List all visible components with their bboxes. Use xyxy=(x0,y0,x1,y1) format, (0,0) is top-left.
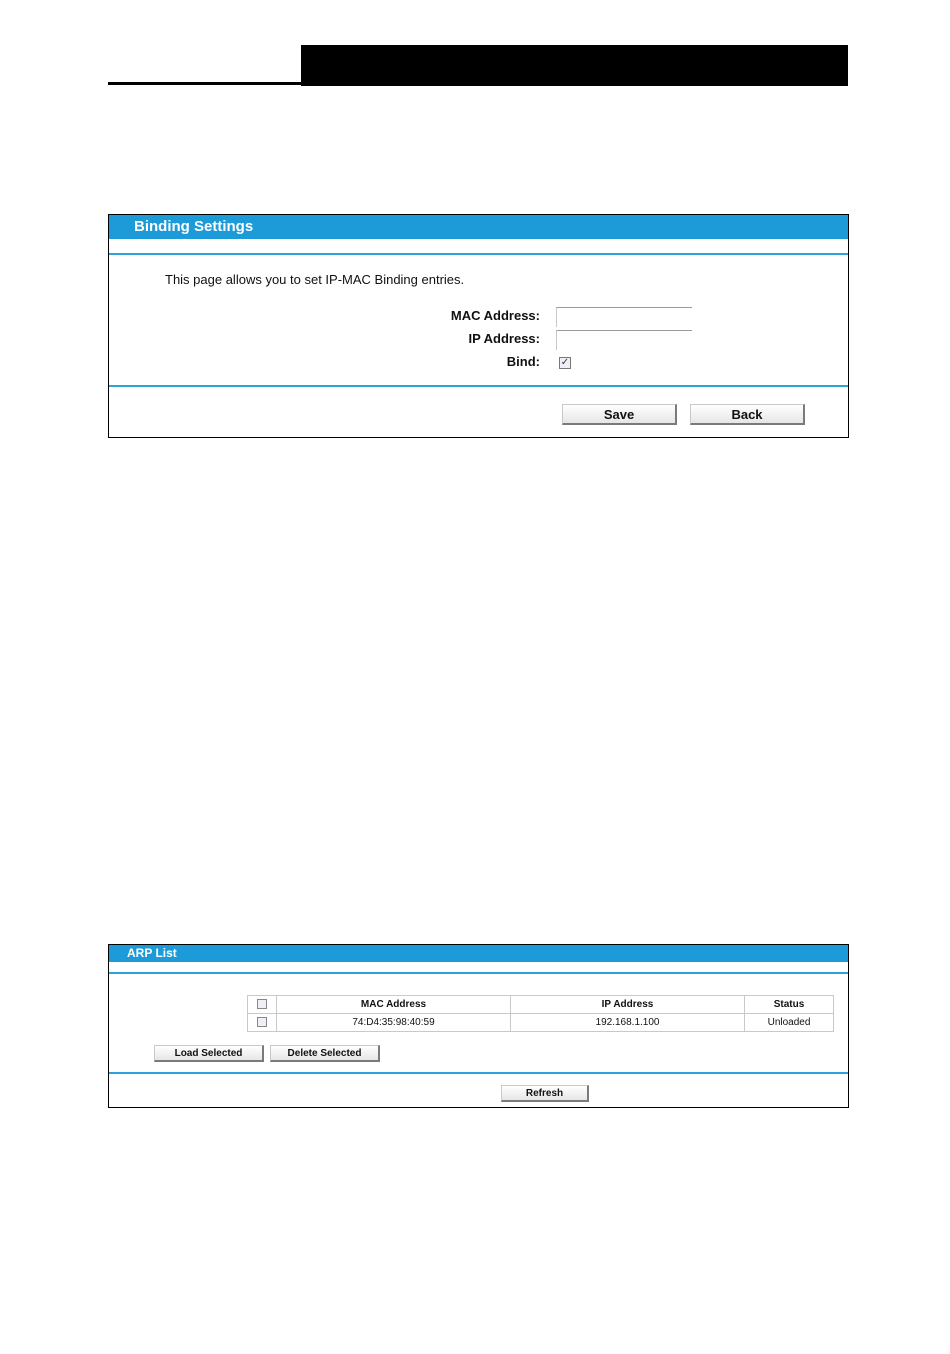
ip-address-label: IP Address: xyxy=(468,331,540,346)
save-button[interactable]: Save xyxy=(562,404,677,425)
column-header-status: Status xyxy=(745,996,834,1014)
page-header-bar xyxy=(301,45,848,86)
select-all-checkbox[interactable] xyxy=(257,999,267,1009)
refresh-button[interactable]: Refresh xyxy=(501,1085,589,1102)
bottom-divider xyxy=(109,1072,848,1074)
delete-selected-button[interactable]: Delete Selected xyxy=(270,1045,380,1062)
mac-address-label: MAC Address: xyxy=(450,308,540,323)
row-select-cell xyxy=(248,1014,277,1032)
load-selected-button[interactable]: Load Selected xyxy=(154,1045,264,1062)
ip-cell: 192.168.1.100 xyxy=(511,1014,745,1032)
mac-cell: 74:D4:35:98:40:59 xyxy=(277,1014,511,1032)
binding-settings-title: Binding Settings xyxy=(109,215,848,239)
page-header-rule xyxy=(108,82,302,85)
table-row xyxy=(248,1014,834,1032)
mac-address-input[interactable] xyxy=(556,307,692,327)
back-button[interactable]: Back xyxy=(690,404,805,425)
status-cell: Unloaded xyxy=(745,1014,834,1032)
ip-address-input[interactable] xyxy=(556,330,692,350)
intro-text: This page allows you to set IP-MAC Binding entries. xyxy=(165,272,465,287)
select-all-cell xyxy=(248,996,277,1014)
bind-checkbox[interactable] xyxy=(559,357,571,369)
bind-label: Bind: xyxy=(506,354,540,369)
arp-list-title: ARP List xyxy=(109,945,848,962)
column-header-mac: MAC Address xyxy=(277,996,511,1014)
binding-settings-panel xyxy=(108,214,849,438)
arp-list-panel xyxy=(108,944,849,1108)
column-header-ip: IP Address xyxy=(511,996,745,1014)
table-header-row xyxy=(248,996,834,1014)
bottom-divider xyxy=(109,385,848,387)
top-divider xyxy=(109,253,848,255)
arp-table xyxy=(247,995,834,1032)
check-icon: ✓ xyxy=(560,357,570,368)
top-divider xyxy=(109,972,848,974)
row-checkbox[interactable] xyxy=(257,1017,267,1027)
